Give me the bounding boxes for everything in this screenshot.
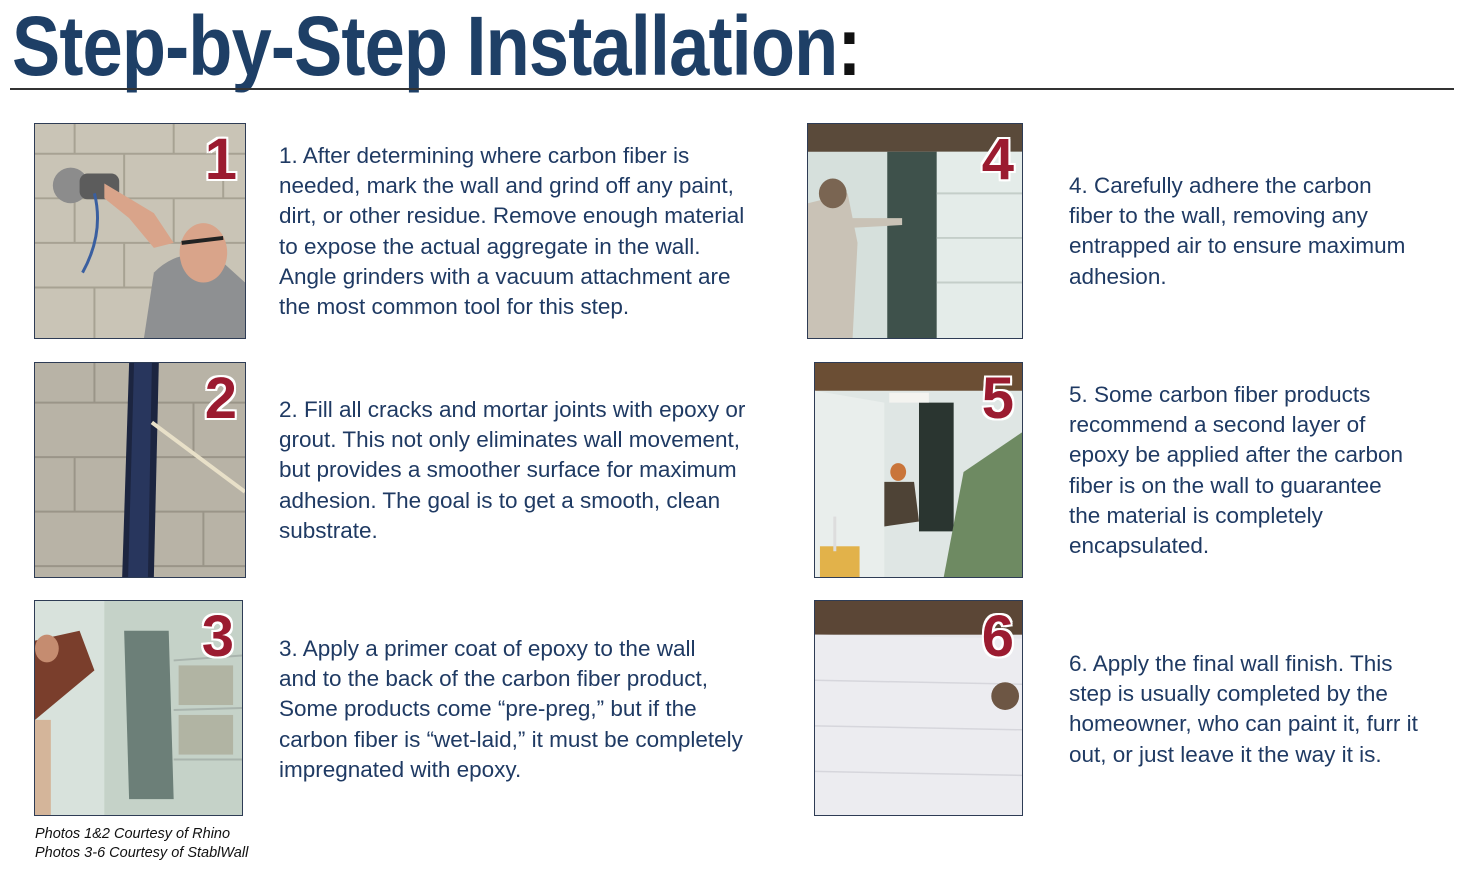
step-2-number: 2 (204, 366, 237, 431)
step-4-number: 4 (981, 127, 1014, 192)
step-4-description: 4. Carefully adhere the carbon fiber to the wall, removing any entrapped air to ensure maximum adhesion. (1069, 173, 1406, 289)
step-5-photo (814, 362, 1023, 578)
step-5-description: 5. Some carbon fiber products recommend a second layer of epoxy be applied after the carbon fiber is on the wall to guarantee the material is completely encapsulated. (1069, 382, 1403, 559)
step-5-number: 5 (981, 366, 1014, 431)
step-6-photo (814, 600, 1023, 816)
step-3-description: 3. Apply a primer coat of epoxy to the wall and to the back of the carbon fiber product, Some products come “pre-preg,” but if the carbon fiber is “wet-laid,” it must be completely impregnated with epoxy. (279, 636, 743, 782)
step-3-number: 3 (201, 604, 234, 669)
photo-credit-line-2: Photos 3-6 Courtesy of StablWall (35, 845, 249, 861)
step-6-description: 6. Apply the final wall finish. This step is usually completed by the homeowner, who can paint it, furr it out, or just leave it the way it is. (1069, 651, 1418, 767)
photo-credits (35, 825, 248, 863)
step-1-description: 1. After determining where carbon fiber is needed, mark the wall and grind off any paint, dirt, or other residue. Remove enough material to expose the actual aggregate in the wall. Angle grinders with a vacuum attachment are the most common tool for this step. (279, 143, 745, 320)
page-title (12, 0, 861, 94)
step-3-photo (34, 600, 243, 816)
step-2-photo (34, 362, 246, 578)
step-1-photo (34, 123, 246, 339)
photo-credit-line-1: Photos 1&2 Courtesy of Rhino (35, 826, 231, 842)
step-4-photo (807, 123, 1023, 339)
step-2-description: 2. Fill all cracks and mortar joints with epoxy or grout. This not only eliminates wall movement, but provides a smoother surface for maximum adhesion. The goal is to get a smooth, clean substrate. (279, 397, 746, 543)
step-6-number: 6 (981, 604, 1014, 669)
title-divider (10, 88, 1454, 90)
page-title-colon: : (837, 0, 861, 93)
page-title-text: Step-by-Step Installation (12, 0, 838, 93)
step-1-number: 1 (204, 127, 237, 192)
